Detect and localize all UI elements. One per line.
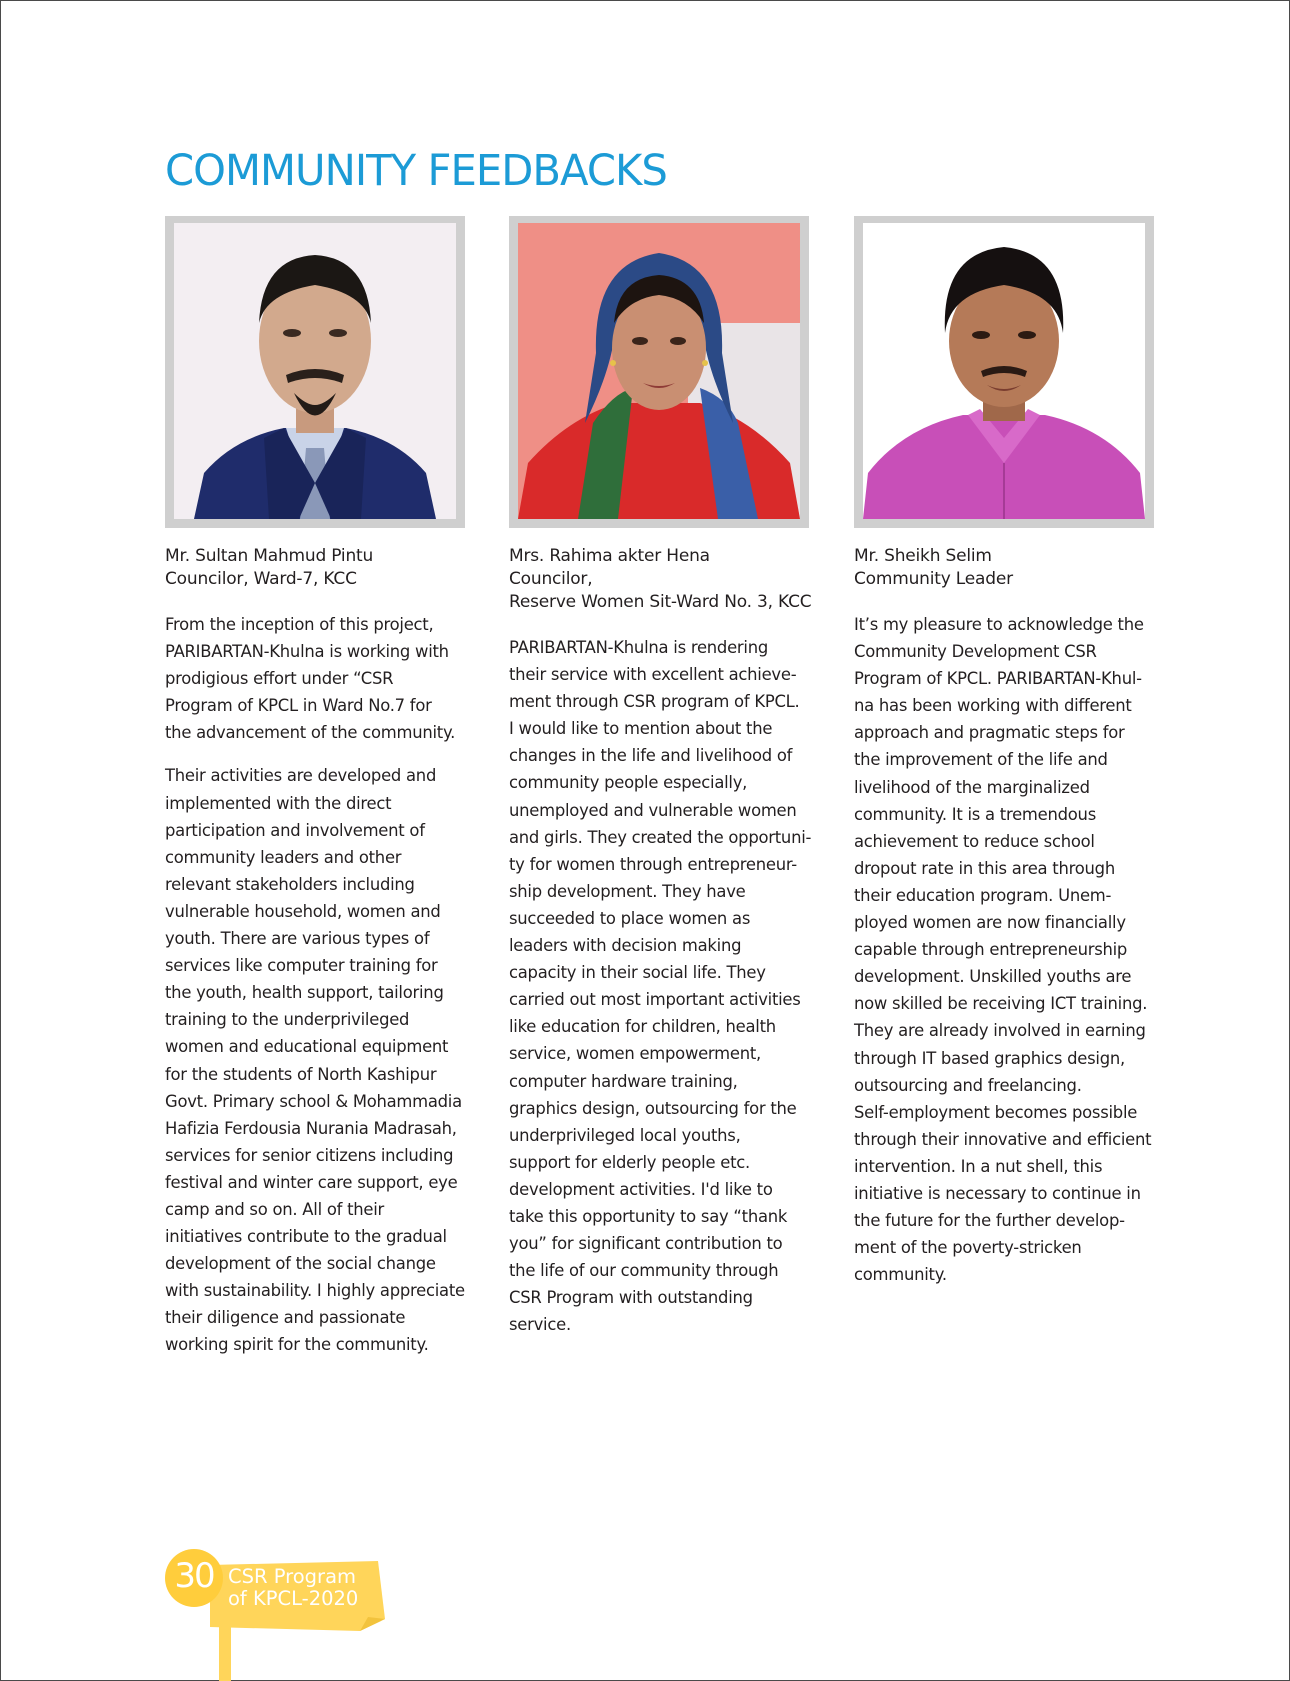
person-role: Community Leader xyxy=(854,569,1013,589)
photo-frame xyxy=(854,216,1154,528)
portrait-man-pink-shirt-icon xyxy=(863,223,1145,519)
feedback-card xyxy=(165,216,465,1375)
portrait-man-suit-icon xyxy=(174,223,456,519)
person-role: Reserve Women Sit-Ward No. 3, KCC xyxy=(509,592,812,612)
photo-frame xyxy=(165,216,465,528)
person-name: Mr. Sheikh Selim xyxy=(854,546,992,566)
feedback-paragraph: From the inception of this project, PARIBARTAN-Khulna is working with prodigious effort under “CSR Program of KPCL in Ward No.7 for the advancement of the community. xyxy=(165,615,456,743)
portrait-photo xyxy=(174,223,456,519)
person-role: Councilor, xyxy=(509,569,593,589)
person-name: Mr. Sultan Mahmud Pintu xyxy=(165,546,374,566)
feedback-paragraph: Their activities are developed and implemented with the direct participation and involvement of community leaders and other relevant stakeholders including vulnerable household, women and youth. There are various types of services like computer training for the youth, health support, tailoring training to the underprivileged women and educational equipment for the students of North Kashipur Govt. Primary school & Mohammadia Hafizia Ferdousia Nurania Madrasah, services for senior citizens including festival and winter care support, eye camp and so on. All of their initiatives contribute to the gradual development of the social change with sustainability. I highly appreciate their diligence and passionate working spirit for the community. xyxy=(165,766,465,1355)
footer-label xyxy=(228,1566,358,1610)
photo-frame xyxy=(509,216,809,528)
feedback-card xyxy=(854,216,1154,1304)
person-name: Mrs. Rahima akter Hena xyxy=(509,546,710,566)
feedback-card xyxy=(509,216,812,1354)
footer-line: CSR Program xyxy=(228,1565,357,1588)
portrait-photo xyxy=(863,223,1145,519)
portrait-photo xyxy=(518,223,800,519)
footer-line: of KPCL-2020 xyxy=(228,1587,359,1610)
feedback-paragraph: PARIBARTAN-Khulna is rendering their service with excellent achieve- ment through CSR program of KPCL. I would like to mention about the changes in the life and livelihood of community people especially, unemployed and vulnerable women and girls. They created the opportuni- ty for women through entrepreneur- ship development. They have succeeded to place women as leaders with decision making capacity in their social life. They carried out most important activities like education for children, health service, women empowerment, computer hardware training, graphics design, outsourcing for the underprivileged local youths, support for elderly people etc. development activities. I'd like to take this opportunity to say “thank you” for significant contribution to the life of our community through CSR Program with outstanding service. xyxy=(509,638,812,1335)
page-title: COMMUNITY FEEDBACKS xyxy=(165,146,667,196)
page-number: 30 xyxy=(174,1556,214,1596)
person-role: Councilor, Ward-7, KCC xyxy=(165,569,357,589)
portrait-woman-scarf-icon xyxy=(518,223,800,519)
feedback-paragraph: It’s my pleasure to acknowledge the Community Development CSR Program of KPCL. PARIBARTAN-Khul- na has been working with different approach and pragmatic steps for the improvement of the life and livelihood of the marginalized community. It is a tremendous achievement to reduce school dropout rate in this area through their education program. Unem- ployed women are now financially capable through entrepreneurship development. Unskilled youths are now skilled be receiving ICT training. They are already involved in earning through IT based graphics design, outsourcing and freelancing. Self-employment becomes possible through their innovative and efficient intervention. In a nut shell, this initiative is necessary to continue in the future for the further develop- ment of the poverty-stricken community. xyxy=(854,615,1152,1285)
